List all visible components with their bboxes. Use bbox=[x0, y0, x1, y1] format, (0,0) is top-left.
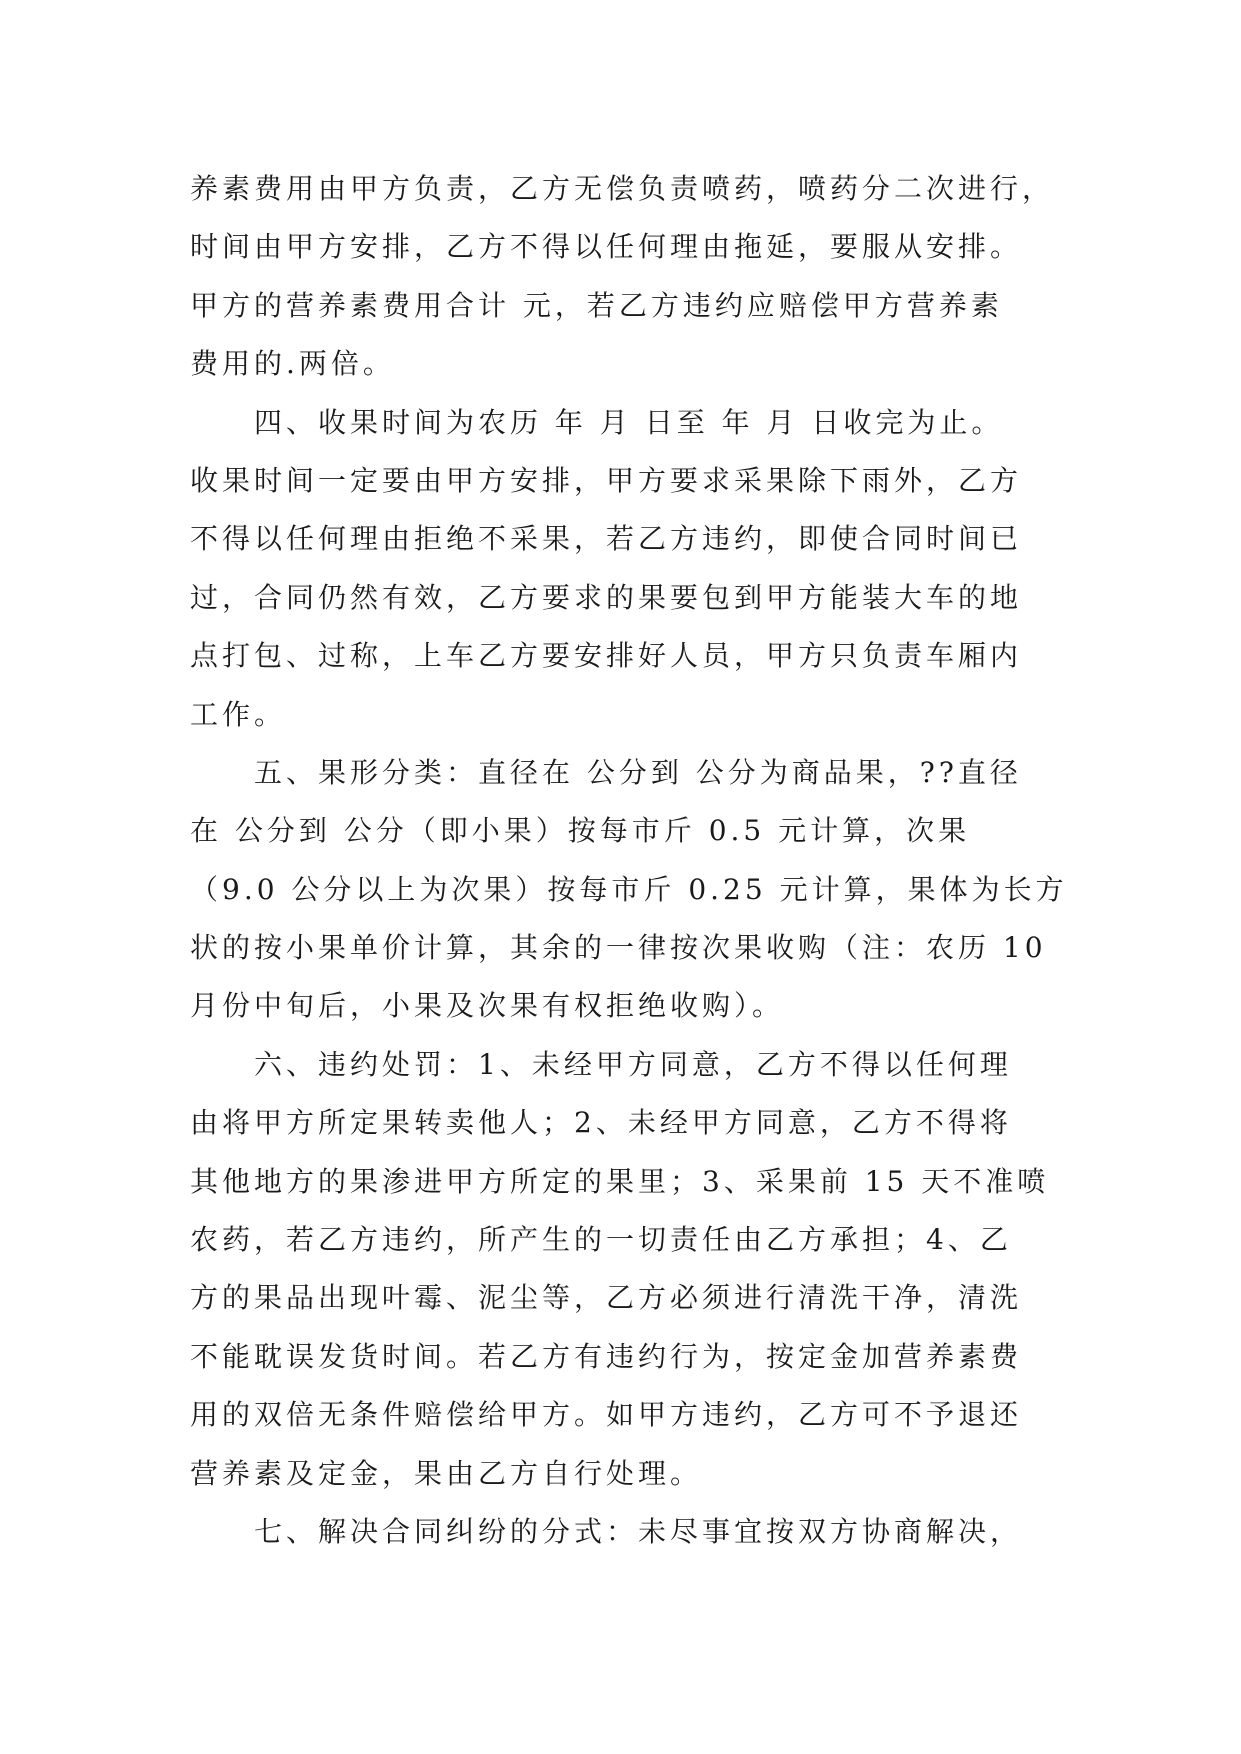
text-line: 由将甲方所定果转卖他人；2、未经甲方同意，乙方不得将 bbox=[190, 1106, 1012, 1140]
text-line: 过，合同仍然有效，乙方要求的果要包到甲方能装大车的地 bbox=[190, 580, 1023, 614]
text-line: 不能耽误发货时间。若乙方有违约行为，按定金加营养素费 bbox=[190, 1339, 1023, 1373]
text-line: 费用的.两倍。 bbox=[190, 347, 395, 381]
text-line: 月份中旬后，小果及次果有权拒绝收购）。 bbox=[190, 989, 785, 1023]
text-line: 不得以任何理由拒绝不采果，若乙方违约，即使合同时间已 bbox=[190, 522, 1023, 556]
text-line: 时间由甲方安排，乙方不得以任何理由拖延，要服从安排。 bbox=[190, 230, 1023, 264]
clause-4-first-line: 四、收果时间为农历 年 月 日至 年 月 日收完为止。 bbox=[254, 405, 1004, 439]
text-line: （9.0 公分以上为次果）按每市斤 0.25 元计算，果体为长方 bbox=[190, 872, 1068, 906]
text-line: 甲方的营养素费用合计 元，若乙方违约应赔偿甲方营养素 bbox=[190, 288, 1003, 322]
text-line: 在 公分到 公分（即小果）按每市斤 0.5 元计算，次果 bbox=[190, 814, 971, 848]
text-line: 其他地方的果渗进甲方所定的果里；3、采果前 15 天不准喷 bbox=[190, 1164, 1050, 1198]
clause-7-first-line: 七、解决合同纠纷的分式：未尽事宜按双方协商解决， bbox=[254, 1514, 1023, 1548]
text-line: 用的双倍无条件赔偿给甲方。如甲方违约，乙方可不予退还 bbox=[190, 1398, 1023, 1432]
text-line: 收果时间一定要由甲方安排，甲方要求采果除下雨外，乙方 bbox=[190, 463, 1023, 497]
clause-5-first-line: 五、果形分类：直径在 公分到 公分为商品果，??直径 bbox=[254, 755, 1022, 789]
text-line: 营养素及定金，果由乙方自行处理。 bbox=[190, 1456, 703, 1490]
text-line: 工作。 bbox=[190, 697, 287, 731]
contract-body bbox=[190, 160, 1068, 1561]
text-line: 农药，若乙方违约，所产生的一切责任由乙方承担；4、乙 bbox=[190, 1223, 1012, 1257]
text-line: 状的按小果单价计算，其余的一律按次果收购（注：农历 10 bbox=[190, 931, 1047, 965]
text-line: 点打包、过称，上车乙方要安排好人员，甲方只负责车厢内 bbox=[190, 639, 1023, 673]
text-line: 方的果品出现叶霉、泥尘等，乙方必须进行清洗干净，清洗 bbox=[190, 1281, 1023, 1315]
text-line: 养素费用由甲方负责，乙方无偿负责喷药，喷药分二次进行， bbox=[190, 172, 1055, 205]
clause-6-first-line: 六、违约处罚：1、未经甲方同意，乙方不得以任何理 bbox=[254, 1047, 1012, 1081]
